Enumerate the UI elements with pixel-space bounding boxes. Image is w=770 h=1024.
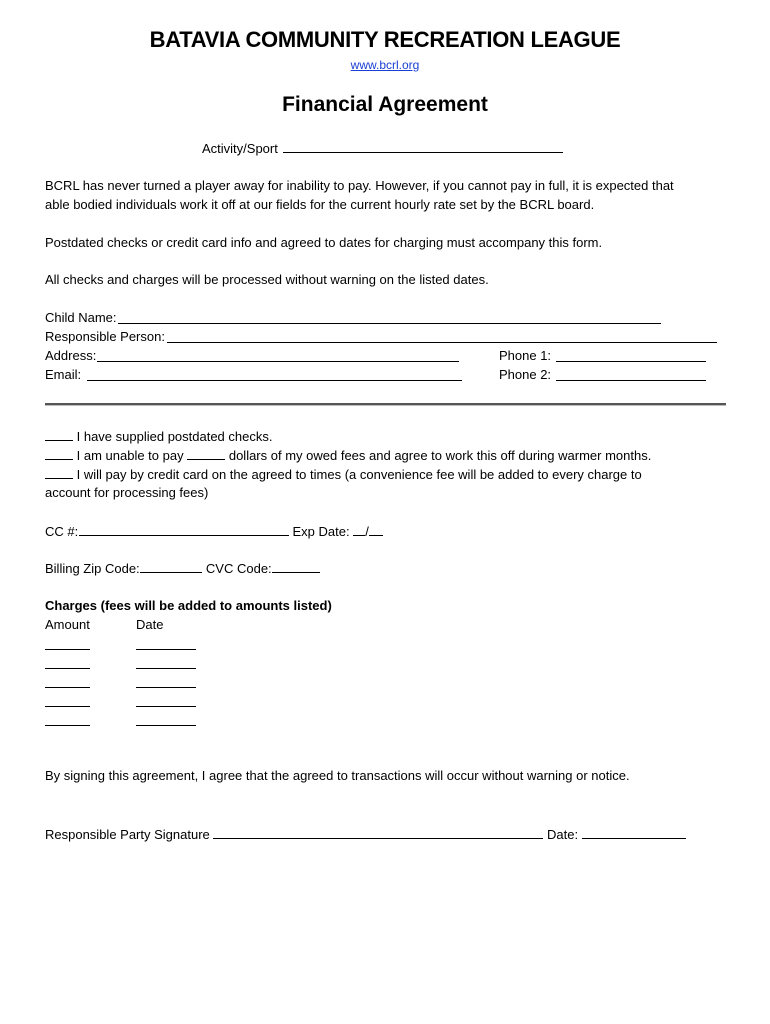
postdated-checks-text: I have supplied postdated checks. (76, 429, 273, 444)
charge-amount-field[interactable] (45, 725, 90, 726)
league-title: BATAVIA COMMUNITY RECREATION LEAGUE (149, 27, 621, 52)
cvc-code-field[interactable] (272, 560, 320, 573)
unable-to-pay-checkbox[interactable] (45, 447, 73, 460)
responsible-person-label: Responsible Person: (45, 329, 165, 344)
email-label: Email: (45, 367, 82, 382)
option-credit-card (45, 466, 642, 483)
postdated-checks-checkbox[interactable] (45, 428, 73, 441)
option-postdated-checks (45, 428, 272, 445)
unable-amount-field[interactable] (187, 447, 225, 460)
form-title: Financial Agreement (282, 93, 488, 116)
policy-line-1: BCRL has never turned a player away for inability to pay. However, if you cannot pay in full, it is expected that (45, 178, 674, 193)
amount-column-header: Amount (45, 617, 90, 632)
charge-amount-field[interactable] (45, 668, 90, 669)
billing-zip-field[interactable] (140, 560, 202, 573)
option-unable-to-pay (45, 447, 651, 464)
responsible-person-field[interactable] (167, 342, 717, 343)
phone-1-field[interactable] (556, 361, 706, 362)
charge-amount-field[interactable] (45, 706, 90, 707)
activity-sport-field[interactable] (283, 140, 563, 153)
phone-1-label: Phone 1: (499, 348, 552, 363)
date-column-header: Date (136, 617, 164, 632)
cc-row (45, 523, 383, 540)
cvc-code-label: CVC Code: (205, 561, 272, 576)
address-field[interactable] (97, 361, 459, 362)
signature-date-label: Date: (547, 827, 579, 842)
credit-card-text-line-2: account for processing fees) (45, 485, 209, 500)
child-name-label: Child Name: (45, 310, 117, 325)
billing-row (45, 560, 320, 577)
charge-date-field[interactable] (136, 649, 196, 650)
phone-2-field[interactable] (556, 380, 706, 381)
unable-to-pay-prefix: I am unable to pay (76, 448, 184, 463)
exp-separator: / (365, 524, 369, 539)
phone-2-label: Phone 2: (499, 367, 552, 382)
section-divider (45, 403, 726, 406)
address-label: Address: (45, 348, 97, 363)
exp-year-field[interactable] (369, 523, 383, 536)
activity-sport-label: Activity/Sport (202, 141, 278, 156)
signature-field[interactable] (213, 826, 543, 839)
charge-amount-field[interactable] (45, 649, 90, 650)
billing-zip-label: Billing Zip Code: (45, 561, 140, 576)
signature-row (45, 826, 686, 843)
cc-number-label: CC #: (45, 524, 79, 539)
exp-month-field[interactable] (353, 523, 365, 536)
charge-amount-field[interactable] (45, 687, 90, 688)
charge-date-field[interactable] (136, 687, 196, 688)
charge-date-field[interactable] (136, 668, 196, 669)
activity-sport-row (202, 140, 563, 157)
charge-date-field[interactable] (136, 706, 196, 707)
processing-notice: All checks and charges will be processed without warning on the listed dates. (45, 272, 489, 287)
charge-date-field[interactable] (136, 725, 196, 726)
agreement-statement: By signing this agreement, I agree that the agreed to transactions will occur without warning or notice. (45, 768, 630, 783)
credit-card-checkbox[interactable] (45, 466, 73, 479)
charges-heading: Charges (fees will be added to amounts listed) (45, 598, 332, 613)
postdated-notice: Postdated checks or credit card info and agreed to dates for charging must accompany this form. (45, 235, 603, 250)
website-link[interactable]: www.bcrl.org (350, 58, 420, 72)
cc-number-field[interactable] (79, 523, 289, 536)
credit-card-text: I will pay by credit card on the agreed to times (a convenience fee will be added to every charge to (76, 467, 642, 482)
email-field[interactable] (87, 380, 462, 381)
child-name-field[interactable] (118, 323, 661, 324)
policy-line-2: able bodied individuals work it off at our fields for the current hourly rate set by the BCRL board. (45, 197, 595, 212)
exp-date-label: Exp Date: (292, 524, 350, 539)
unable-to-pay-suffix: dollars of my owed fees and agree to work this off during warmer months. (228, 448, 652, 463)
signature-label: Responsible Party Signature (45, 827, 210, 842)
signature-date-field[interactable] (582, 826, 686, 839)
